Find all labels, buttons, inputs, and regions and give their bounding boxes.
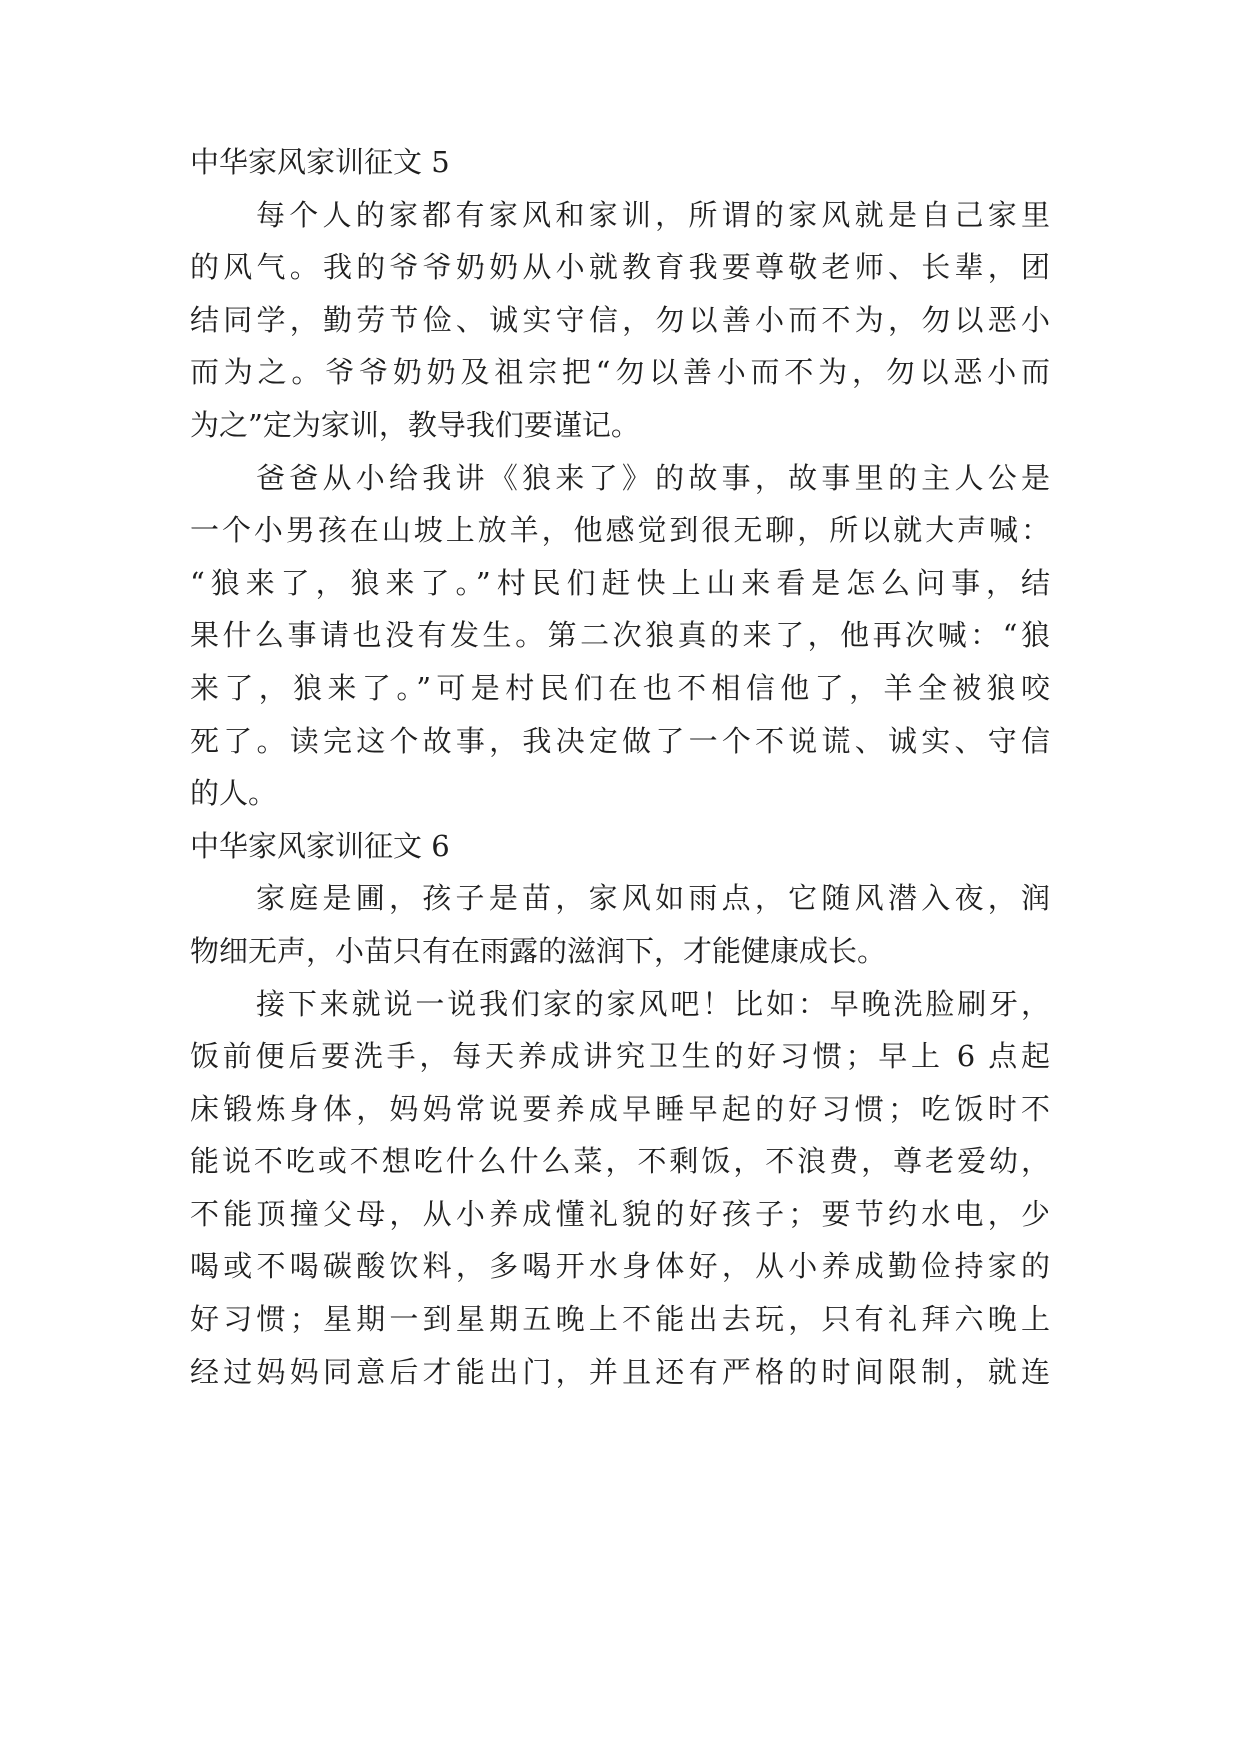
paragraph-line: 不能顶撞父母，从小养成懂礼貌的好孩子；要节约水电，少 bbox=[190, 1196, 1050, 1231]
paragraph-line: 而为之。爷爷奶奶及祖宗把“勿以善小而不为，勿以恶小而 bbox=[190, 355, 1050, 390]
paragraph-line: 饭前便后要洗手，每天养成讲究卫生的好习惯；早上 6 点起 bbox=[190, 1039, 1050, 1074]
paragraph-line: 床锻炼身体，妈妈常说要养成早睡早起的好习惯；吃饭时不 bbox=[190, 1091, 1050, 1126]
paragraph-line: 为之”定为家训，教导我们要谨记。 bbox=[190, 407, 640, 442]
paragraph-line: 喝或不喝碳酸饮料，多喝开水身体好，从小养成勤俭持家的 bbox=[190, 1249, 1050, 1284]
paragraph-line: 家庭是圃，孩子是苗，家风如雨点，它随风潜入夜，润 bbox=[256, 881, 1050, 916]
paragraph-line: 一个小男孩在山坡上放羊，他感觉到很无聊，所以就大声喊： bbox=[190, 513, 1050, 548]
paragraph-line: 爸爸从小给我讲《狼来了》的故事，故事里的主人公是 bbox=[256, 460, 1050, 495]
paragraph-line: “狼来了，狼来了。”村民们赶快上山来看是怎么问事，结 bbox=[190, 565, 1050, 600]
paragraph-line: 接下来就说一说我们家的家风吧！比如：早晚洗脸刷牙， bbox=[256, 986, 1050, 1021]
paragraph-line: 来了，狼来了。”可是村民们在也不相信他了，羊全被狼咬 bbox=[190, 670, 1050, 705]
paragraph bbox=[190, 452, 1050, 820]
paragraph-line: 的风气。我的爷爷奶奶从小就教育我要尊敬老师、长辈，团 bbox=[190, 250, 1050, 285]
section-title: 中华家风家训征文 5 bbox=[190, 145, 450, 179]
paragraph-line: 好习惯；星期一到星期五晚上不能出去玩，只有礼拜六晚上 bbox=[190, 1302, 1050, 1337]
paragraph-line: 能说不吃或不想吃什么什么菜，不剩饭，不浪费，尊老爱幼， bbox=[190, 1144, 1050, 1179]
document-body bbox=[190, 136, 1050, 1398]
paragraph bbox=[190, 189, 1050, 452]
paragraph-line: 每个人的家都有家风和家训，所谓的家风就是自己家里 bbox=[256, 197, 1050, 232]
paragraph bbox=[190, 872, 1050, 977]
paragraph-line: 果什么事请也没有发生。第二次狼真的来了，他再次喊：“狼 bbox=[190, 618, 1050, 653]
paragraph-line: 的人。 bbox=[190, 776, 278, 811]
paragraph-line: 结同学，勤劳节俭、诚实守信，勿以善小而不为，勿以恶小 bbox=[190, 302, 1050, 337]
paragraph-line: 物细无声，小苗只有在雨露的滋润下，才能健康成长。 bbox=[190, 933, 887, 968]
paragraph bbox=[190, 978, 1050, 1399]
section-title: 中华家风家训征文 6 bbox=[190, 828, 450, 863]
paragraph-line: 死了。读完这个故事，我决定做了一个不说谎、诚实、守信 bbox=[190, 723, 1050, 758]
paragraph-line: 经过妈妈同意后才能出门，并且还有严格的时间限制，就连 bbox=[190, 1354, 1050, 1389]
